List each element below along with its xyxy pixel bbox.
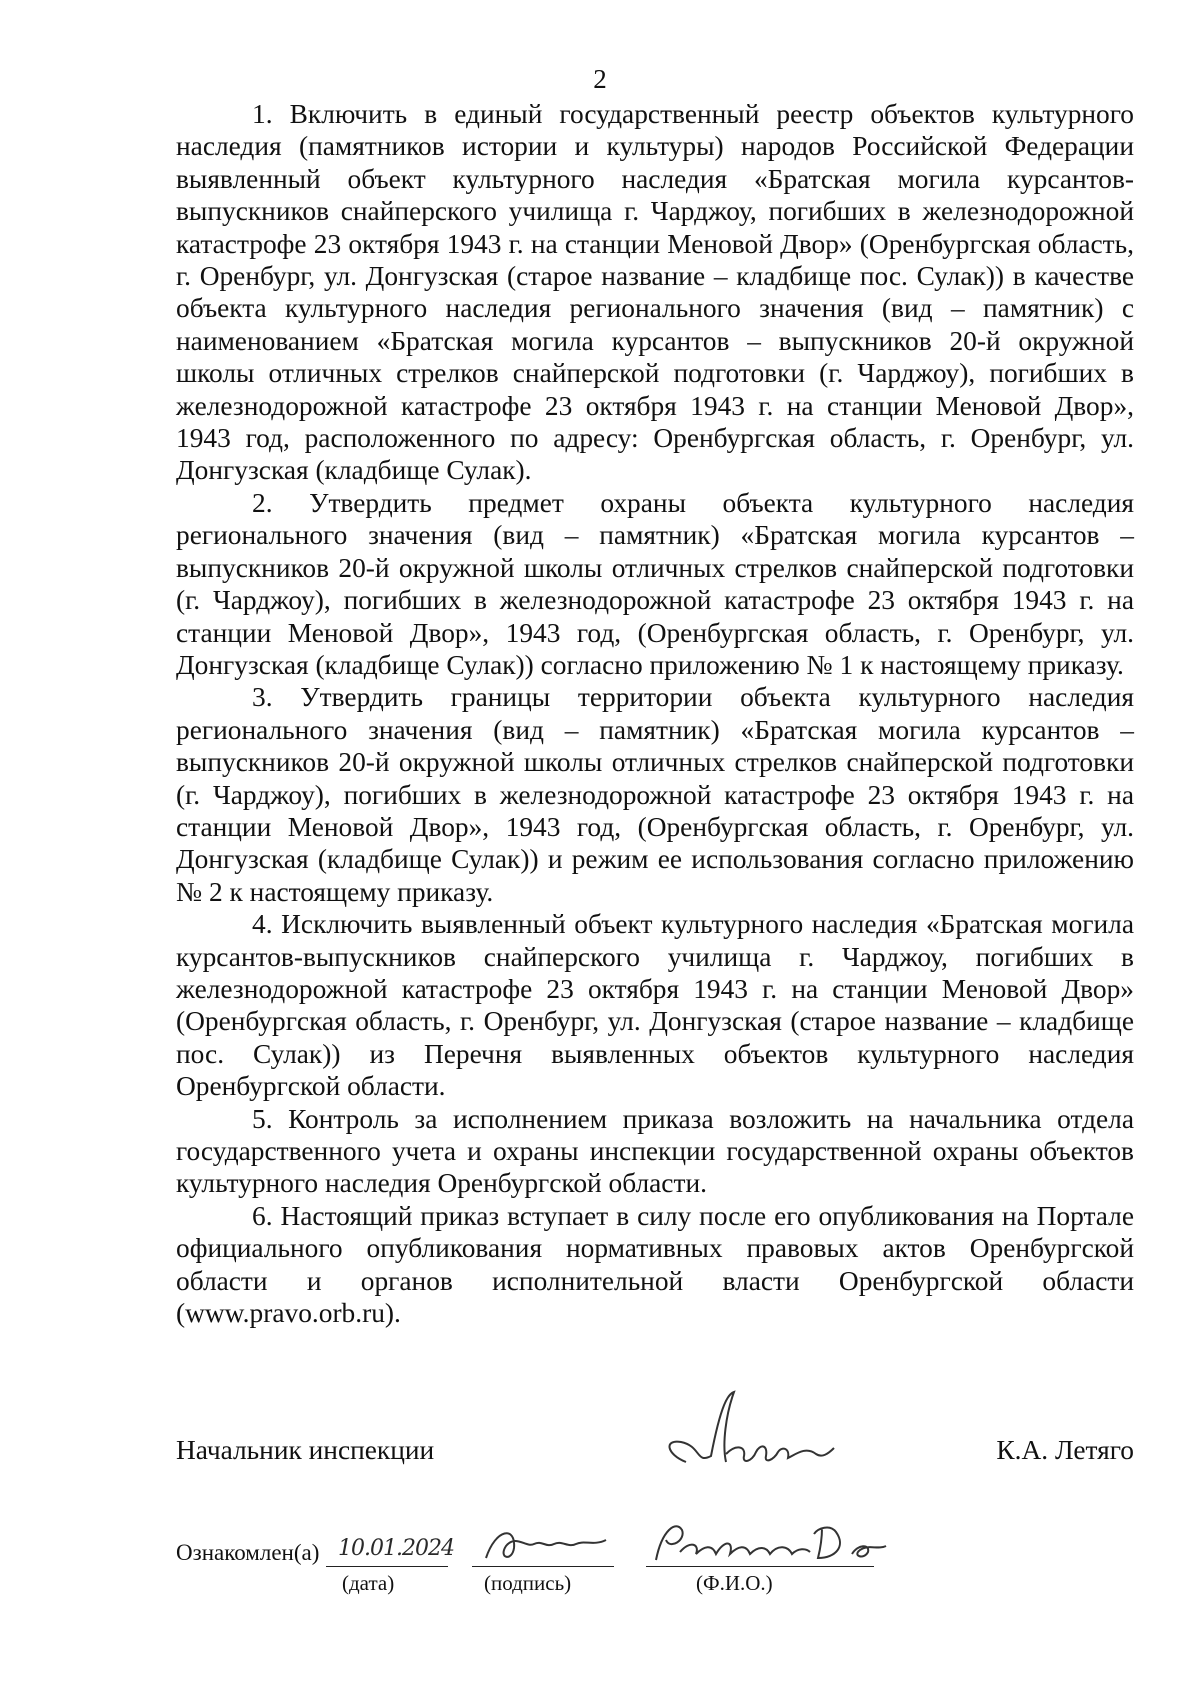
date-caption: (дата) (342, 1571, 395, 1595)
order-item-4: 4. Исключить выявленный объект культурного наследия «Братская могила курсантов-выпускников снайперского училища г. Чарджоу, погибших в железнодорожной катастрофе 23 октября 1943 г. на станции Меновой Двор» (Оренбургская область, г. Оренбург, ул. Донгузская (старое название – кладбище пос. Сулак)) из Перечня выявленных объектов культурного наследия Оренбургской области. (176, 909, 1134, 1102)
order-item-2: 2. Утвердить предмет охраны объекта культурного наследия регионального значения (вид – памятник) «Братская могила курсантов – выпускников 20-й окружной школы отличных стрелков снайперской подготовки (г. Чарджоу), погибших в железнодорожной катастрофе 23 октября 1943 г. на станции Меновой Двор», 1943 год, (Оренбургская область, г. Оренбург, ул. Донгузская (кладбище Сулак)) согласно приложению № 1 к настоящему приказу. (176, 487, 1134, 680)
order-body (176, 98, 1134, 1329)
order-item-1: 1. Включить в единый государственный реестр объектов культурного наследия (памятников истории и культуры) народов Российской Федерации выявленный объект культурного наследия «Братская могила курсантов-выпускников снайперского училища г. Чарджоу, погибших в железнодорожной катастрофе 23 октября 1943 г. на станции Меновой Двор» (Оренбургская область, г. Оренбург, ул. Донгузская (старое название – кладбище пос. Сулак)) в качестве объекта культурного наследия регионального значения (вид – памятник) с наименованием «Братская могила курсантов – выпускников 20-й окружной школы отличных стрелков снайперской подготовки (г. Чарджоу), погибших в железнодорожной катастрофе 23 октября 1943 г. на станции Меновой Двор», 1943 год, расположенного по адресу: Оренбургская область, г. Оренбург, ул. Донгузская (кладбище Сулак). (176, 99, 1134, 486)
acknowledgement-signature (476, 1518, 626, 1568)
handwritten-signature (656, 1384, 846, 1484)
name-caption: (Ф.И.О.) (696, 1571, 773, 1595)
order-item-6: 6. Настоящий приказ вступает в силу после его опубликования на Портале официального опубликования нормативных правовых актов Оренбургской области и органов исполнительной власти Оренбургской области (www.pravo.orb.ru). (176, 1200, 1134, 1329)
order-item-3: 3. Утвердить границы территории объекта культурного наследия регионального значения (вид – памятник) «Братская могила курсантов – выпускников 20-й окружной школы отличных стрелков снайперской подготовки (г. Чарджоу), погибших в железнодорожной катастрофе 23 октября 1943 г. на станции Меновой Двор», 1943 год, (Оренбургская область, г. Оренбург, ул. Донгузская (кладбище Сулак)) и режим ее использования согласно приложению № 2 к настоящему приказу. (176, 682, 1134, 907)
signature-caption: (подпись) (484, 1571, 572, 1595)
acknowledgement-name-handwritten (646, 1510, 906, 1570)
signatory-name: К.А. Летяго (996, 1435, 1134, 1465)
page-number: 2 (593, 64, 607, 94)
acknowledgement-label: Ознакомлен(а) (176, 1540, 320, 1565)
date-line (326, 1566, 448, 1567)
acknowledgement-date: 10.01.2024 (338, 1536, 454, 1561)
order-item-5: 5. Контроль за исполнением приказа возложить на начальника отдела государственного учета и охраны инспекции государственной охраны объектов культурного наследия Оренбургской области. (176, 1103, 1134, 1199)
signatory-position: Начальник инспекции (176, 1435, 435, 1465)
signature-line (472, 1566, 614, 1567)
acknowledgement-block (176, 1536, 1134, 1610)
signature-block (176, 1434, 1134, 1474)
name-line (646, 1566, 874, 1567)
